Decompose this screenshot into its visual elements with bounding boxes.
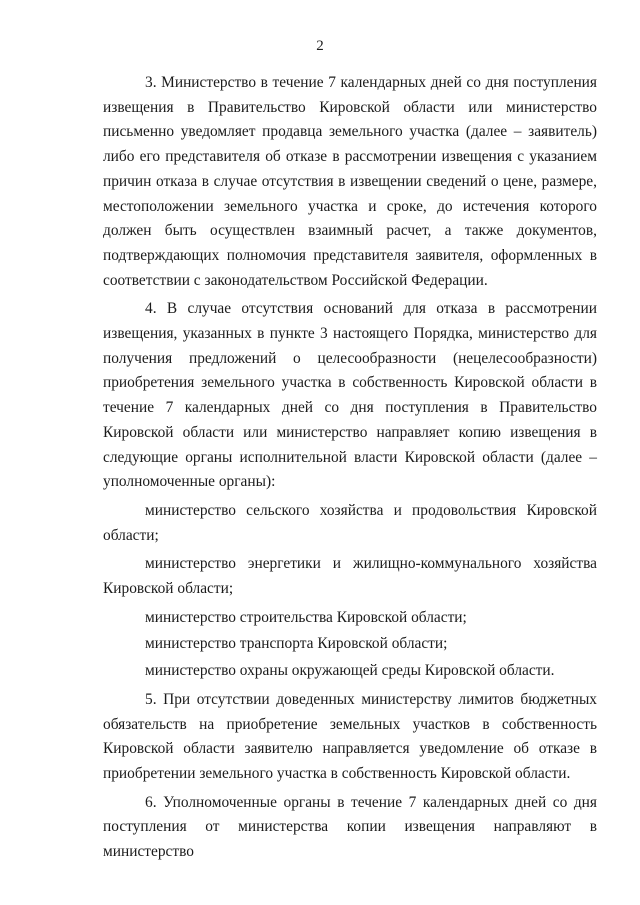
list-item-energy-ministry: министерство энергетики и жилищно-коммунального хозяйства Кировской области;	[103, 555, 597, 598]
list-item-transport-ministry: министерство транспорта Кировской области;	[145, 635, 448, 653]
page-number: 2	[316, 38, 324, 54]
document-body	[103, 71, 597, 865]
paragraph-item-5: 5. При отсутствии доведенных министерству лимитов бюджетных обязательств на приобретение земельных участков в собственность Кировской области заявителю направляется уведомление об отказе в приобретении земельного участка в собственность Кировской области.	[103, 690, 597, 782]
paragraph-item-3: 3. Министерство в течение 7 календарных дней со дня поступления извещения в Правительство Кировской области или министерство письменно уведомляет продавца земельного участка (далее – заявитель) либо его представителя об отказе в рассмотрении извещения с указанием причин отказа в случае отсутствия в извещении сведений о цене, размере, местоположении земельного участка и сроке, до истечения которого должен быть осуществлен взаимный расчет, а также документов, подтверждающих полномочия представителя заявителя, оформленных в соответствии с законодательством Российской Федерации.	[103, 74, 597, 289]
paragraph-item-6: 6. Уполномоченные органы в течение 7 календарных дней со дня поступления от министерства копии извещения направляют в министерство	[103, 793, 597, 861]
list-item-environment-ministry: министерство охраны окружающей среды Кировской области.	[145, 662, 555, 680]
paragraph-item-4: 4. В случае отсутствия оснований для отказа в рассмотрении извещения, указанных в пункте 3 настоящего Порядка, министерство для получения предложений о целесообразности (нецелесообразности) приобретения земельного участка в собственность Кировской области в течение 7 календарных дней со дня поступления в Правительство Кировской области или министерство направляет копию извещения в следующие органы исполнительной власти Кировской области (далее – уполномоченные органы):	[103, 300, 597, 491]
list-item-construction-ministry: министерство строительства Кировской области;	[145, 608, 467, 626]
list-item-agriculture-ministry: министерство сельского хозяйства и продовольствия Кировской области;	[103, 501, 597, 544]
